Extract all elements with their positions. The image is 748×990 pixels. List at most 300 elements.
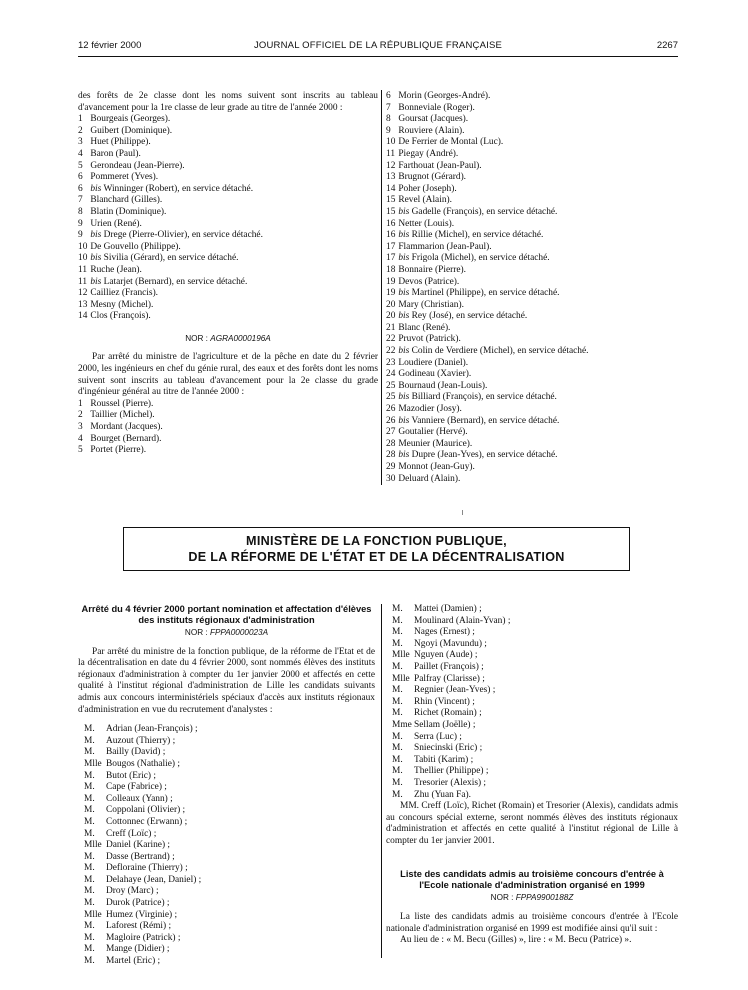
list-item <box>78 910 375 922</box>
item-name: Cottonnec (Erwann) ; <box>106 816 188 827</box>
list-item <box>386 766 678 778</box>
list-item <box>386 137 678 149</box>
item-name: Regnier (Jean-Yves) ; <box>414 685 496 696</box>
item-name: Cape (Fabrice) ; <box>106 782 167 793</box>
item-name: Rhin (Vincent) ; <box>414 696 475 707</box>
item-name: Thellier (Philippe) ; <box>414 766 489 777</box>
list-item <box>78 863 375 875</box>
item-name: Adrian (Jean-François) ; <box>106 724 198 735</box>
list-item <box>78 172 378 184</box>
item-name: Guibert (Dominique). <box>90 125 173 136</box>
item-civility: M. <box>84 932 95 943</box>
item-bis: bis <box>398 346 410 357</box>
list-item <box>386 427 678 439</box>
item-name: Dupre (Jean-Yves), en service détaché. <box>411 450 558 461</box>
item-number: 28 <box>386 438 396 449</box>
header-page-number: 2267 <box>656 40 678 51</box>
list-item <box>386 265 678 277</box>
list-item <box>78 759 375 771</box>
item-name: Sellam (Joëlle) ; <box>414 719 476 730</box>
item-civility: M. <box>392 627 403 638</box>
header-title: JOURNAL OFFICIEL DE LA RÉPUBLIQUE FRANÇAISE <box>253 40 503 51</box>
item-civility: M. <box>84 898 95 909</box>
item-name: Rouviere (Alain). <box>398 125 465 136</box>
item-name: Latarjet (Bernard), en service détaché. <box>103 276 248 287</box>
item-name: Portet (Pierre). <box>90 445 147 456</box>
item-name: Droy (Marc) ; <box>106 886 159 897</box>
column-2 <box>386 91 678 485</box>
item-number: 9 <box>78 218 83 229</box>
item-number: 19 <box>386 276 396 287</box>
list-item <box>78 956 375 968</box>
item-civility: M. <box>84 816 95 827</box>
item-name: Netter (Louis). <box>398 218 455 229</box>
item-number: 24 <box>386 369 396 380</box>
item-name: De Ferrier de Montal (Luc). <box>398 137 504 148</box>
list-item <box>78 422 378 434</box>
column-separator-bottom <box>381 604 382 958</box>
item-number: 20 <box>386 299 396 310</box>
item-civility: M. <box>84 747 95 758</box>
item-name: Serra (Luc) ; <box>414 731 462 742</box>
item-name: Blanc (René). <box>398 322 451 333</box>
item-name: Nages (Ernest) ; <box>414 627 475 638</box>
list-item <box>78 434 378 446</box>
item-name: Goursat (Jacques). <box>398 114 469 125</box>
list-item <box>78 242 378 254</box>
liste-title: Liste des candidats admis au troisième concours d'entrée à l'Ecole nationale d'administration organisé en 1999 <box>400 869 664 891</box>
col1-list2 <box>78 399 378 457</box>
list-item <box>386 662 678 674</box>
item-name: Piegay (André). <box>398 148 459 159</box>
item-name: Delahaye (Jean, Daniel) ; <box>106 874 202 885</box>
list-item <box>78 311 378 323</box>
item-civility: Mlle <box>84 840 102 851</box>
arrete-title: Arrêté du 4 février 2000 portant nomination et affectation d'élèves des instituts régionaux d'administration <box>81 604 372 625</box>
item-bis: bis <box>398 253 410 264</box>
list-item <box>386 242 678 254</box>
item-number: 9 <box>78 230 83 241</box>
item-name: Monnot (Jean-Guy). <box>398 462 475 472</box>
list-item <box>78 161 378 173</box>
item-number: 1 <box>78 398 83 409</box>
list-item <box>386 207 678 219</box>
item-number: 14 <box>386 183 396 194</box>
list-item <box>78 944 375 956</box>
item-name: Bourget (Bernard). <box>90 433 162 444</box>
list-item <box>386 416 678 428</box>
item-name: Morin (Georges-André). <box>398 91 491 101</box>
item-name: Vanniere (Bernard), en service détaché. <box>411 415 560 426</box>
item-number: 11 <box>78 276 88 287</box>
list-item <box>78 288 378 300</box>
col1-intro: des forêts de 2e classe dont les noms suivent sont inscrits au tableau d'avancement pour la 1re classe de leur grade au titre de l'année 2000 : <box>78 91 378 113</box>
item-bis: bis <box>398 392 410 403</box>
item-civility: M. <box>392 754 403 765</box>
item-civility: M. <box>392 766 403 777</box>
item-name: Colin de Verdiere (Michel), en service détaché. <box>411 346 589 357</box>
column-3 <box>78 604 375 968</box>
list-item <box>78 207 378 219</box>
item-name: Clos (François). <box>90 311 151 322</box>
item-number: 6 <box>78 183 83 194</box>
item-name: Tabiti (Karim) ; <box>414 754 474 765</box>
item-civility: M. <box>84 782 95 793</box>
item-civility: M. <box>392 777 403 788</box>
item-bis: bis <box>398 415 410 426</box>
item-bis: bis <box>398 450 410 461</box>
item-name: Baron (Paul). <box>90 148 141 159</box>
item-name: Martinel (Philippe), en service détaché. <box>411 288 560 299</box>
item-name: Pommeret (Yves). <box>90 172 159 183</box>
header-date: 12 février 2000 <box>78 40 142 51</box>
list-item <box>78 230 378 242</box>
item-name: Taillier (Michel). <box>90 410 155 421</box>
item-name: Godineau (Xavier). <box>398 369 472 380</box>
item-number: 8 <box>78 206 83 217</box>
item-name: Billiard (François), en service détaché. <box>411 392 557 403</box>
item-name: Sniecinski (Eric) ; <box>414 743 483 754</box>
item-name: Daniel (Karine) ; <box>106 840 171 851</box>
item-name: Bournaud (Jean-Louis). <box>398 380 488 391</box>
item-number: 20 <box>386 311 396 322</box>
item-name: Mattei (Damien) ; <box>414 604 482 614</box>
list-item <box>78 736 375 748</box>
item-civility: Mlle <box>392 673 410 684</box>
item-number: 4 <box>78 148 83 159</box>
item-civility: Mme <box>392 719 412 730</box>
item-number: 11 <box>78 264 88 275</box>
list-item <box>78 277 378 289</box>
list-item <box>78 724 375 736</box>
list-item <box>78 875 375 887</box>
item-name: Bonneviale (Roger). <box>398 102 475 113</box>
nor-code: FPPA0000023A <box>209 628 269 637</box>
list-item <box>386 253 678 265</box>
item-number: 14 <box>78 311 88 322</box>
item-number: 29 <box>386 462 396 472</box>
item-name: Winninger (Robert), en service détaché. <box>103 183 254 194</box>
list-item <box>78 137 378 149</box>
list-item <box>386 184 678 196</box>
item-civility: M. <box>84 828 95 839</box>
item-name: Rillie (Michel), en service détaché. <box>411 230 544 241</box>
item-number: 28 <box>386 450 396 461</box>
item-number: 25 <box>386 392 396 403</box>
item-number: 26 <box>386 404 396 415</box>
item-civility: M. <box>84 944 95 955</box>
list-item <box>78 782 375 794</box>
list-item <box>78 886 375 898</box>
col4-nor <box>386 892 678 904</box>
list-item <box>386 650 678 662</box>
nor-label: NOR : <box>185 333 208 343</box>
list-item <box>386 755 678 767</box>
col3-list <box>78 724 375 967</box>
list-item <box>78 817 375 829</box>
item-number: 16 <box>386 218 396 229</box>
item-number: 27 <box>386 427 396 438</box>
item-civility: M. <box>84 735 95 746</box>
item-bis: bis <box>398 288 410 299</box>
item-civility: M. <box>392 615 403 626</box>
item-number: 9 <box>386 125 391 136</box>
nor-label: NOR : <box>184 628 208 637</box>
item-number: 6 <box>386 91 391 101</box>
item-name: Bailly (David) ; <box>106 747 166 758</box>
col1-nor <box>78 333 378 345</box>
list-item <box>386 311 678 323</box>
item-bis: bis <box>90 253 102 264</box>
item-civility: Mlle <box>84 909 102 920</box>
item-number: 12 <box>386 160 396 171</box>
arrete-body: Par arrêté du ministre de la fonction publique, de la réforme de l'Etat et de la décentralisation en date du 4 février 2000, sont nommés élèves des instituts régionaux d'administration à compter du 1er janvier 2000 et affectés en cette qualité à l'institut régional d'administration de Lille les candidats suivants admis aux concours interministériels spéciaux d'accès aux instituts régionaux d'administration en vue du recrutement d'analystes : <box>78 646 375 715</box>
item-number: 17 <box>386 253 396 264</box>
item-name: Paillet (François) ; <box>414 661 484 672</box>
item-bis: bis <box>90 276 102 287</box>
item-name: Gadelle (François), en service détaché. <box>411 206 558 217</box>
item-civility: Mlle <box>392 650 410 661</box>
item-name: Dasse (Bertrand) ; <box>106 851 175 862</box>
list-item <box>386 288 678 300</box>
col1-list <box>78 114 378 323</box>
item-bis: bis <box>398 206 410 217</box>
list-item <box>78 300 378 312</box>
item-civility: M. <box>84 793 95 804</box>
list-item <box>386 346 678 358</box>
list-item <box>78 840 375 852</box>
item-civility: M. <box>392 789 403 800</box>
item-name: Ngoyi (Mavundu) ; <box>414 638 487 649</box>
column-1 <box>78 91 378 457</box>
item-civility: M. <box>84 851 95 862</box>
item-civility: M. <box>392 696 403 707</box>
list-item <box>386 149 678 161</box>
item-number: 4 <box>78 433 83 444</box>
liste-correction: Au lieu de : « M. Becu (Gilles) », lire : « M. Becu (Patrice) ». <box>400 935 632 946</box>
item-name: Auzout (Thierry) ; <box>106 735 176 746</box>
item-number: 30 <box>386 473 396 484</box>
list-item <box>78 195 378 207</box>
item-civility: M. <box>392 638 403 649</box>
item-number: 10 <box>78 241 88 252</box>
item-number: 2 <box>78 125 83 136</box>
item-civility: M. <box>392 708 403 719</box>
item-name: Blatin (Dominique). <box>90 206 167 217</box>
list-item <box>78 933 375 945</box>
item-bis: bis <box>398 230 410 241</box>
list-item <box>386 685 678 697</box>
item-name: Rey (José), en service détaché. <box>411 311 528 322</box>
item-civility: M. <box>392 661 403 672</box>
item-name: Frigola (Michel), en service détaché. <box>411 253 550 264</box>
item-civility: M. <box>84 863 95 874</box>
item-name: Creff (Loïc) ; <box>106 828 157 839</box>
item-name: Bourgeais (Georges). <box>90 114 171 125</box>
item-bis: bis <box>90 230 102 241</box>
list-item <box>386 161 678 173</box>
item-civility: M. <box>392 685 403 696</box>
list-item <box>386 743 678 755</box>
item-civility: M. <box>84 770 95 781</box>
list-item <box>386 300 678 312</box>
list-item <box>386 334 678 346</box>
col2-list <box>386 91 678 485</box>
col4-list <box>386 604 678 801</box>
item-name: Pruvot (Patrick). <box>398 334 461 345</box>
list-item <box>386 439 678 451</box>
item-civility: M. <box>84 921 95 932</box>
item-name: Cailliez (Francis). <box>90 288 159 299</box>
list-item <box>78 114 378 126</box>
item-civility: M. <box>392 604 403 614</box>
list-item <box>386 732 678 744</box>
list-item <box>386 114 678 126</box>
item-number: 22 <box>386 334 396 345</box>
list-item <box>386 381 678 393</box>
list-item <box>78 771 375 783</box>
item-name: Roussel (Pierre). <box>90 398 154 409</box>
item-bis: bis <box>90 183 102 194</box>
ministry-line-2: DE LA RÉFORME DE L'ÉTAT ET DE LA DÉCENTRALISATION <box>188 550 565 564</box>
list-item <box>386 462 678 474</box>
item-number: 7 <box>386 102 391 113</box>
ministry-heading-box <box>123 527 630 571</box>
nor-label: NOR : <box>490 893 514 903</box>
item-number: 11 <box>386 148 396 159</box>
item-number: 5 <box>78 445 83 456</box>
list-item <box>386 604 678 616</box>
item-name: Palfray (Clarisse) ; <box>414 673 485 684</box>
list-item <box>78 184 378 196</box>
item-name: Zhu (Yuan Fa). <box>414 789 472 800</box>
item-name: Goutalier (Hervé). <box>398 427 468 438</box>
liste-body: La liste des candidats admis au troisième concours d'entrée à l'Ecole nationale d'administration organisé en 1999 est modifiée ainsi qu'il suit : <box>386 912 678 934</box>
list-item <box>78 747 375 759</box>
item-number: 22 <box>386 346 396 357</box>
list-item <box>78 149 378 161</box>
item-number: 3 <box>78 137 83 148</box>
list-item <box>386 219 678 231</box>
list-item <box>78 852 375 864</box>
item-name: Mange (Didier) ; <box>106 944 170 955</box>
list-item <box>386 277 678 289</box>
item-number: 21 <box>386 322 396 333</box>
item-name: Martel (Eric) ; <box>106 956 161 967</box>
item-name: Mary (Christian). <box>398 299 464 310</box>
item-number: 13 <box>386 172 396 183</box>
item-name: Deluard (Alain). <box>398 473 461 484</box>
item-civility: M. <box>84 805 95 816</box>
list-item <box>386 195 678 207</box>
list-item <box>386 91 678 103</box>
list-item <box>386 404 678 416</box>
list-item <box>78 410 378 422</box>
nor-code: FPPA9900188Z <box>515 893 574 903</box>
item-number: 15 <box>386 206 396 217</box>
list-item <box>386 474 678 486</box>
item-number: 8 <box>386 114 391 125</box>
item-number: 10 <box>78 253 88 264</box>
page-header <box>78 40 678 54</box>
list-item <box>386 790 678 802</box>
list-item <box>386 392 678 404</box>
item-number: 18 <box>386 264 396 275</box>
item-name: Mesny (Michel). <box>90 299 154 310</box>
item-name: Poher (Joseph). <box>398 183 457 194</box>
item-name: Nguyen (Aude) ; <box>414 650 478 661</box>
col3-nor <box>78 627 375 639</box>
item-civility: M. <box>392 743 403 754</box>
item-number: 23 <box>386 357 396 368</box>
list-item <box>386 778 678 790</box>
list-item <box>386 172 678 184</box>
item-name: Mordant (Jacques). <box>90 422 163 433</box>
item-number: 10 <box>386 137 396 148</box>
nor-code: AGRA0000196A <box>210 333 271 343</box>
ministry-line-1: MINISTÈRE DE LA FONCTION PUBLIQUE, <box>246 534 507 548</box>
item-name: Laforest (Rémi) ; <box>106 921 172 932</box>
list-item <box>386 639 678 651</box>
item-name: Blanchard (Gilles). <box>90 195 163 206</box>
list-item <box>386 720 678 732</box>
item-name: Coppolani (Olivier) ; <box>106 805 186 816</box>
item-name: Mazodier (Josy). <box>398 404 462 415</box>
print-mark <box>462 510 463 515</box>
item-name: Meunier (Maurice). <box>398 438 473 449</box>
item-civility: Mlle <box>84 758 102 769</box>
col1-arrete: Par arrêté du ministre de l'agriculture et de la pêche en date du 2 février 2000, les ingénieurs en chef du génie rural, des eaux et des forêts dont les noms suivent sont inscrits au tableau d'avancement pour la 2e classe du grade d'ingénieur général au titre de l'année 2000 : <box>78 352 378 398</box>
list-item <box>386 674 678 686</box>
item-name: Huet (Philippe). <box>90 137 151 148</box>
item-name: Drege (Pierre-Olivier), en service détaché. <box>103 230 263 241</box>
item-number: 15 <box>386 195 396 206</box>
list-item <box>386 450 678 462</box>
item-name: Humez (Virginie) ; <box>106 909 178 920</box>
list-item <box>78 794 375 806</box>
list-item <box>386 230 678 242</box>
list-item <box>386 323 678 335</box>
list-item <box>386 369 678 381</box>
item-name: Ruche (Jean). <box>90 264 142 275</box>
item-number: 16 <box>386 230 396 241</box>
list-item <box>78 829 375 841</box>
item-civility: M. <box>84 874 95 885</box>
item-name: Durok (Patrice) ; <box>106 898 170 909</box>
list-item <box>386 708 678 720</box>
list-item <box>78 805 375 817</box>
item-name: Farthouat (Jean-Paul). <box>398 160 482 171</box>
item-civility: M. <box>84 724 95 735</box>
item-number: 19 <box>386 288 396 299</box>
list-item <box>386 697 678 709</box>
item-name: Moulinard (Alain-Yvan) ; <box>414 615 511 626</box>
item-name: Bonnaire (Pierre). <box>398 264 467 275</box>
closing-paragraph: MM. Creff (Loïc), Richet (Romain) et Tresorier (Alexis), candidats admis au concours spécial externe, seront nommés élèves des instituts régionaux d'administration et affectés en cette qualité à l'institut régional de Lille à compter du 1er janvier 2001. <box>386 801 678 846</box>
item-name: Revel (Alain). <box>398 195 452 206</box>
item-name: Defloraine (Thierry) ; <box>106 863 188 874</box>
item-number: 12 <box>78 288 88 299</box>
list-item <box>78 219 378 231</box>
list-item <box>386 358 678 370</box>
list-item <box>78 898 375 910</box>
item-name: De Gouvello (Philippe). <box>90 241 181 252</box>
item-name: Brugnot (Gérard). <box>398 172 467 183</box>
item-name: Loudiere (Daniel). <box>398 357 469 368</box>
list-item <box>78 126 378 138</box>
item-number: 26 <box>386 415 396 426</box>
item-number: 3 <box>78 422 83 433</box>
